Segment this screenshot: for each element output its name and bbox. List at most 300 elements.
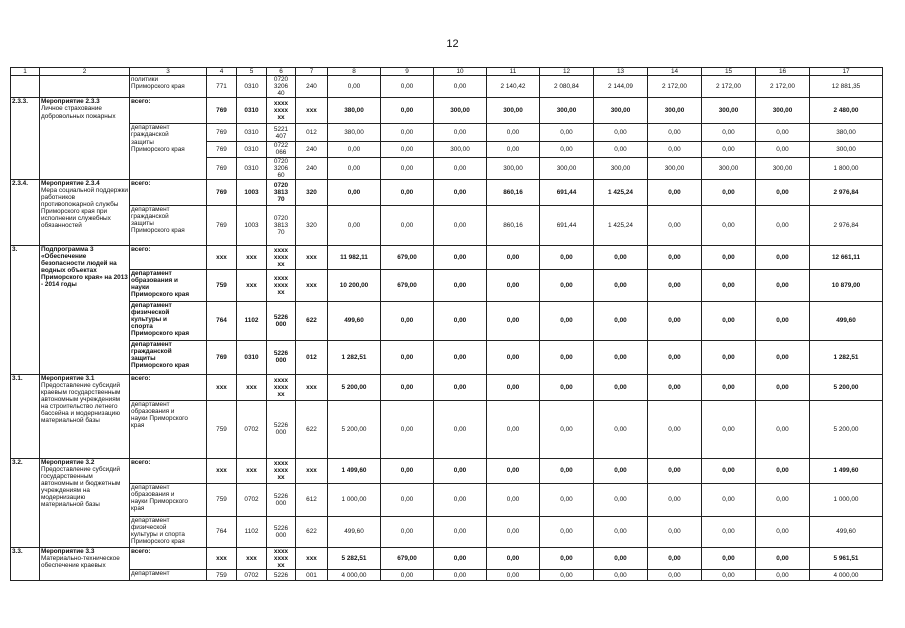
amount-cell: 12 661,11 — [810, 245, 883, 269]
table-row — [11, 340, 883, 374]
header-cell: 10 — [434, 68, 487, 76]
table-row — [11, 516, 883, 547]
amount-cell: 0,00 — [434, 157, 487, 179]
code-c5-cell: 1102 — [237, 516, 267, 547]
amount-cell: 0,00 — [594, 374, 648, 400]
name-cell — [40, 374, 130, 458]
amount-cell: 0,00 — [487, 400, 540, 458]
code-c7-cell: ххх — [296, 245, 328, 269]
amount-cell: 0,00 — [594, 269, 648, 301]
amount-cell: 0,00 — [702, 205, 756, 245]
code-c6-cell: хххх хххх хх — [267, 374, 296, 400]
amount-cell: 5 200,00 — [810, 400, 883, 458]
header-cell: 4 — [207, 68, 237, 76]
department-cell: департамент образования и науки Приморского края — [130, 483, 207, 516]
amount-cell: 0,00 — [487, 458, 540, 483]
amount-cell: 499,60 — [810, 301, 883, 340]
code-cell: 2.3.4. — [11, 179, 40, 245]
amount-cell: 0,00 — [648, 301, 702, 340]
code-c7-cell: 622 — [296, 400, 328, 458]
code-c7-cell: 622 — [296, 301, 328, 340]
code-c4-cell: 769 — [207, 340, 237, 374]
code-c7-cell: 622 — [296, 516, 328, 547]
code-cell: 3.1. — [11, 374, 40, 458]
header-cell: 12 — [540, 68, 594, 76]
amount-cell: 0,00 — [648, 205, 702, 245]
amount-cell: 860,16 — [487, 205, 540, 245]
amount-cell: 0,00 — [487, 570, 540, 581]
amount-cell: 0,00 — [648, 245, 702, 269]
amount-cell: 0,00 — [648, 142, 702, 157]
table-row — [11, 205, 883, 245]
code-cell: 3. — [11, 245, 40, 374]
amount-cell: 1 499,60 — [328, 458, 381, 483]
code-c7-cell: ххх — [296, 269, 328, 301]
amount-cell: 1 425,24 — [594, 179, 648, 205]
amount-cell: 0,00 — [328, 157, 381, 179]
department-cell: всего: — [130, 179, 207, 205]
header-cell: 11 — [487, 68, 540, 76]
department-cell: всего: — [130, 98, 207, 124]
amount-cell: 0,00 — [328, 142, 381, 157]
department-cell: всего: — [130, 458, 207, 483]
amount-cell: 0,00 — [381, 205, 434, 245]
amount-cell: 300,00 — [594, 98, 648, 124]
amount-cell: 691,44 — [540, 205, 594, 245]
amount-cell: 0,00 — [434, 516, 487, 547]
code-c7-cell: 240 — [296, 142, 328, 157]
table-row — [11, 400, 883, 458]
amount-cell: 0,00 — [648, 483, 702, 516]
department-cell: департамент физической культуры и спорта Приморского края — [130, 516, 207, 547]
amount-cell: 0,00 — [702, 124, 756, 142]
header-cell: 8 — [328, 68, 381, 76]
code-c5-cell: 0310 — [237, 124, 267, 142]
amount-cell: 5 282,51 — [328, 547, 381, 569]
code-c6-cell: 0720 3206 40 — [267, 76, 296, 98]
header-cell: 1 — [11, 68, 40, 76]
code-c6-cell: 0722 066 — [267, 142, 296, 157]
code-c4-cell: 769 — [207, 98, 237, 124]
amount-cell: 12 881,35 — [810, 76, 883, 98]
amount-cell: 1 000,00 — [328, 483, 381, 516]
amount-cell: 0,00 — [756, 570, 810, 581]
amount-cell: 0,00 — [702, 269, 756, 301]
amount-cell: 0,00 — [381, 340, 434, 374]
amount-cell: 0,00 — [756, 340, 810, 374]
amount-cell: 0,00 — [434, 547, 487, 569]
amount-cell: 0,00 — [487, 374, 540, 400]
amount-cell: 0,00 — [648, 570, 702, 581]
amount-cell: 300,00 — [702, 157, 756, 179]
amount-cell: 0,00 — [756, 400, 810, 458]
code-c5-cell: 0310 — [237, 142, 267, 157]
code-c5-cell: 1102 — [237, 301, 267, 340]
activity-description: Предоставление субсидий государственным автономным и бюджетным учреждениям на модернизацию материальной базы — [41, 465, 121, 509]
code-cell: 3.2. — [11, 458, 40, 547]
amount-cell: 2 976,84 — [810, 205, 883, 245]
amount-cell: 0,00 — [434, 340, 487, 374]
code-c4-cell: ххх — [207, 245, 237, 269]
amount-cell: 0,00 — [702, 400, 756, 458]
table-row — [11, 245, 883, 269]
code-c4-cell: ххх — [207, 458, 237, 483]
department-cell: всего: — [130, 374, 207, 400]
amount-cell: 0,00 — [756, 483, 810, 516]
department-cell: департамент гражданской защиты Приморского края — [130, 205, 207, 245]
department-cell: политики Приморского края — [130, 76, 207, 98]
amount-cell: 0,00 — [381, 124, 434, 142]
amount-cell: 300,00 — [756, 98, 810, 124]
amount-cell: 0,00 — [702, 374, 756, 400]
amount-cell: 691,44 — [540, 179, 594, 205]
amount-cell: 2 080,84 — [540, 76, 594, 98]
code-c7-cell: 240 — [296, 76, 328, 98]
amount-cell: 0,00 — [648, 269, 702, 301]
amount-cell: 300,00 — [702, 98, 756, 124]
amount-cell: 10 879,00 — [810, 269, 883, 301]
table-row — [11, 269, 883, 301]
amount-cell: 0,00 — [434, 570, 487, 581]
amount-cell: 2 140,42 — [487, 76, 540, 98]
code-c4-cell: ххх — [207, 374, 237, 400]
amount-cell: 0,00 — [540, 124, 594, 142]
code-c5-cell: ххх — [237, 245, 267, 269]
amount-cell: 0,00 — [648, 516, 702, 547]
code-c7-cell: 012 — [296, 124, 328, 142]
amount-cell: 0,00 — [540, 301, 594, 340]
amount-cell: 1 800,00 — [810, 157, 883, 179]
amount-cell: 0,00 — [487, 547, 540, 569]
activity-title: Мероприятие 2.3.3 — [41, 98, 100, 106]
amount-cell: 0,00 — [381, 76, 434, 98]
code-c4-cell: 769 — [207, 179, 237, 205]
amount-cell: 0,00 — [487, 124, 540, 142]
code-c6-cell: 5226 000 — [267, 516, 296, 547]
amount-cell: 0,00 — [487, 142, 540, 157]
table-row — [11, 458, 883, 483]
code-c7-cell: ххх — [296, 98, 328, 124]
code-c6-cell: 5226 000 — [267, 483, 296, 516]
code-c4-cell: 759 — [207, 400, 237, 458]
amount-cell: 499,60 — [328, 301, 381, 340]
department-cell: департамент — [130, 570, 207, 581]
name-cell — [40, 98, 130, 179]
amount-cell: 1 282,51 — [810, 340, 883, 374]
code-c7-cell: ххх — [296, 458, 328, 483]
amount-cell: 0,00 — [381, 458, 434, 483]
code-c4-cell: 771 — [207, 76, 237, 98]
amount-cell: 2 172,00 — [702, 76, 756, 98]
header-cell: 6 — [267, 68, 296, 76]
amount-cell: 2 976,84 — [810, 179, 883, 205]
amount-cell: 0,00 — [540, 547, 594, 569]
code-c6-cell: хххх хххх хх — [267, 547, 296, 569]
amount-cell: 0,00 — [648, 547, 702, 569]
amount-cell: 0,00 — [756, 547, 810, 569]
code-c4-cell: ххх — [207, 547, 237, 569]
code-c4-cell: 759 — [207, 269, 237, 301]
amount-cell: 0,00 — [756, 374, 810, 400]
amount-cell: 860,16 — [487, 179, 540, 205]
code-cell: 2.3.3. — [11, 98, 40, 179]
amount-cell: 0,00 — [756, 269, 810, 301]
amount-cell: 0,00 — [434, 124, 487, 142]
code-c5-cell: 0702 — [237, 483, 267, 516]
amount-cell: 0,00 — [487, 516, 540, 547]
amount-cell: 0,00 — [381, 483, 434, 516]
amount-cell: 0,00 — [594, 301, 648, 340]
table-row — [11, 179, 883, 205]
amount-cell: 0,00 — [381, 301, 434, 340]
amount-cell: 0,00 — [594, 570, 648, 581]
amount-cell: 300,00 — [648, 157, 702, 179]
amount-cell: 0,00 — [702, 458, 756, 483]
code-c5-cell: 1003 — [237, 179, 267, 205]
code-c4-cell: 759 — [207, 570, 237, 581]
amount-cell: 0,00 — [756, 179, 810, 205]
code-c4-cell: 769 — [207, 124, 237, 142]
page-number: 12 — [446, 38, 459, 50]
table-row — [11, 124, 883, 142]
amount-cell: 0,00 — [756, 124, 810, 142]
amount-cell: 5 961,51 — [810, 547, 883, 569]
amount-cell: 0,00 — [756, 205, 810, 245]
code-c6-cell: 0720 3206 60 — [267, 157, 296, 179]
amount-cell: 0,00 — [487, 483, 540, 516]
table-row — [11, 301, 883, 340]
activity-title: Мероприятие 3.3 — [41, 547, 95, 555]
amount-cell: 0,00 — [540, 374, 594, 400]
code-cell — [11, 76, 40, 98]
header-cell: 14 — [648, 68, 702, 76]
code-cell: 3.3. — [11, 547, 40, 580]
amount-cell: 0,00 — [381, 374, 434, 400]
amount-cell: 0,00 — [434, 205, 487, 245]
amount-cell: 0,00 — [381, 98, 434, 124]
code-c6-cell: 5226 000 — [267, 340, 296, 374]
amount-cell: 1 499,60 — [810, 458, 883, 483]
code-c5-cell: 0310 — [237, 76, 267, 98]
name-cell — [40, 458, 130, 547]
amount-cell: 0,00 — [594, 124, 648, 142]
budget-table — [10, 67, 883, 581]
header-cell: 5 — [237, 68, 267, 76]
department-cell: департамент гражданской защиты Приморского края — [130, 340, 207, 374]
amount-cell: 0,00 — [648, 340, 702, 374]
amount-cell: 1 425,24 — [594, 205, 648, 245]
amount-cell: 0,00 — [434, 76, 487, 98]
activity-description: Предоставление субсидий краевым государственным автономным учреждениям на строительство летнего бассейна и модернизацию материальной базы — [41, 381, 121, 425]
amount-cell: 0,00 — [756, 516, 810, 547]
code-c4-cell: 764 — [207, 301, 237, 340]
amount-cell: 1 000,00 — [810, 483, 883, 516]
amount-cell: 0,00 — [381, 179, 434, 205]
table-row — [11, 374, 883, 400]
table-header-row — [11, 68, 883, 76]
code-c5-cell: 0702 — [237, 400, 267, 458]
amount-cell: 0,00 — [702, 483, 756, 516]
amount-cell: 0,00 — [756, 301, 810, 340]
activity-title: Мероприятие 3.1 — [41, 374, 95, 382]
amount-cell: 0,00 — [540, 483, 594, 516]
amount-cell: 0,00 — [702, 142, 756, 157]
amount-cell: 0,00 — [434, 179, 487, 205]
amount-cell: 0,00 — [487, 269, 540, 301]
table-row — [11, 76, 883, 98]
amount-cell: 0,00 — [381, 142, 434, 157]
department-cell: всего: — [130, 547, 207, 569]
amount-cell: 300,00 — [756, 157, 810, 179]
table-row — [11, 483, 883, 516]
amount-cell: 0,00 — [540, 570, 594, 581]
amount-cell: 0,00 — [381, 157, 434, 179]
amount-cell: 0,00 — [540, 269, 594, 301]
amount-cell: 499,60 — [328, 516, 381, 547]
amount-cell: 0,00 — [702, 516, 756, 547]
amount-cell: 2 172,00 — [648, 76, 702, 98]
code-c7-cell: 320 — [296, 179, 328, 205]
amount-cell: 11 982,11 — [328, 245, 381, 269]
code-c6-cell: 0720 3813 70 — [267, 205, 296, 245]
amount-cell: 0,00 — [328, 76, 381, 98]
code-c7-cell: 240 — [296, 157, 328, 179]
amount-cell: 0,00 — [702, 301, 756, 340]
amount-cell: 0,00 — [381, 570, 434, 581]
amount-cell: 0,00 — [756, 458, 810, 483]
amount-cell: 0,00 — [594, 547, 648, 569]
name-cell — [40, 76, 130, 98]
amount-cell: 0,00 — [540, 458, 594, 483]
table-body — [11, 68, 883, 581]
amount-cell: 0,00 — [381, 516, 434, 547]
header-cell: 16 — [756, 68, 810, 76]
amount-cell: 0,00 — [434, 269, 487, 301]
amount-cell: 0,00 — [540, 245, 594, 269]
amount-cell: 2 144,09 — [594, 76, 648, 98]
amount-cell: 0,00 — [434, 245, 487, 269]
amount-cell: 0,00 — [594, 458, 648, 483]
department-cell: департамент физической культуры и спорта Приморского края — [130, 301, 207, 340]
amount-cell: 0,00 — [594, 516, 648, 547]
amount-cell: 499,60 — [810, 516, 883, 547]
amount-cell: 0,00 — [756, 142, 810, 157]
activity-title: Мероприятие 2.3.4 — [41, 179, 100, 187]
department-cell: департамент образования и науки Приморского края — [130, 400, 207, 458]
amount-cell: 0,00 — [594, 483, 648, 516]
name-cell — [40, 245, 130, 374]
amount-cell: 300,00 — [487, 157, 540, 179]
amount-cell: 679,00 — [381, 269, 434, 301]
code-c6-cell: хххх хххх хх — [267, 269, 296, 301]
amount-cell: 0,00 — [594, 245, 648, 269]
amount-cell: 5 200,00 — [810, 374, 883, 400]
amount-cell: 4 000,00 — [810, 570, 883, 581]
code-c5-cell: ххх — [237, 269, 267, 301]
amount-cell: 0,00 — [540, 142, 594, 157]
amount-cell: 300,00 — [487, 98, 540, 124]
code-c4-cell: 759 — [207, 483, 237, 516]
code-c7-cell: 320 — [296, 205, 328, 245]
activity-description: Личное страхование добровольных пожарных — [41, 105, 116, 120]
amount-cell: 0,00 — [648, 458, 702, 483]
amount-cell: 0,00 — [594, 340, 648, 374]
amount-cell: 5 200,00 — [328, 374, 381, 400]
code-c7-cell: ххх — [296, 374, 328, 400]
code-c5-cell: ххх — [237, 458, 267, 483]
activity-description: Материально-техническое обеспечение краевых — [41, 554, 120, 570]
amount-cell: 10 200,00 — [328, 269, 381, 301]
amount-cell: 380,00 — [328, 124, 381, 142]
code-c6-cell: 5226 000 — [267, 400, 296, 458]
header-cell: 2 — [40, 68, 130, 76]
name-cell — [40, 179, 130, 245]
header-cell: 3 — [130, 68, 207, 76]
code-c6-cell: 0720 3813 70 — [267, 179, 296, 205]
amount-cell: 0,00 — [328, 205, 381, 245]
header-cell: 9 — [381, 68, 434, 76]
table-row — [11, 570, 883, 581]
code-c4-cell: 769 — [207, 142, 237, 157]
amount-cell: 679,00 — [381, 547, 434, 569]
name-cell — [40, 547, 130, 580]
header-cell: 17 — [810, 68, 883, 76]
amount-cell: 0,00 — [648, 124, 702, 142]
amount-cell: 300,00 — [594, 157, 648, 179]
amount-cell: 300,00 — [810, 142, 883, 157]
amount-cell: 300,00 — [434, 98, 487, 124]
amount-cell: 0,00 — [540, 400, 594, 458]
amount-cell: 0,00 — [434, 400, 487, 458]
amount-cell: 0,00 — [381, 400, 434, 458]
amount-cell: 679,00 — [381, 245, 434, 269]
code-c7-cell: ххх — [296, 547, 328, 569]
amount-cell: 0,00 — [540, 340, 594, 374]
code-c6-cell: хххх хххх хх — [267, 458, 296, 483]
code-c5-cell: 1003 — [237, 205, 267, 245]
amount-cell: 0,00 — [434, 374, 487, 400]
department-cell: департамент гражданской защиты Приморского края — [130, 124, 207, 179]
code-c7-cell: 001 — [296, 570, 328, 581]
amount-cell: 0,00 — [702, 245, 756, 269]
code-c5-cell: 0310 — [237, 98, 267, 124]
code-c5-cell: 0310 — [237, 340, 267, 374]
amount-cell: 380,00 — [810, 124, 883, 142]
amount-cell: 0,00 — [756, 245, 810, 269]
code-c7-cell: 012 — [296, 340, 328, 374]
amount-cell: 0,00 — [594, 142, 648, 157]
amount-cell: 300,00 — [540, 157, 594, 179]
amount-cell: 380,00 — [328, 98, 381, 124]
amount-cell: 1 282,51 — [328, 340, 381, 374]
amount-cell: 0,00 — [434, 301, 487, 340]
activity-title: Мероприятие 3.2 — [41, 458, 95, 466]
amount-cell: 0,00 — [487, 340, 540, 374]
amount-cell: 2 172,00 — [756, 76, 810, 98]
amount-cell: 300,00 — [540, 98, 594, 124]
amount-cell: 0,00 — [702, 340, 756, 374]
code-c6-cell: 5221 407 — [267, 124, 296, 142]
amount-cell: 0,00 — [434, 458, 487, 483]
amount-cell: 0,00 — [648, 179, 702, 205]
activity-title: Подпрограмма 3 «Обеспечение безопасности людей на водных объектах Приморского края» на 2013 - 2014 годы — [41, 245, 128, 289]
code-c4-cell: 764 — [207, 516, 237, 547]
amount-cell: 0,00 — [540, 516, 594, 547]
amount-cell: 0,00 — [648, 400, 702, 458]
header-cell: 7 — [296, 68, 328, 76]
header-cell: 15 — [702, 68, 756, 76]
amount-cell: 0,00 — [487, 301, 540, 340]
